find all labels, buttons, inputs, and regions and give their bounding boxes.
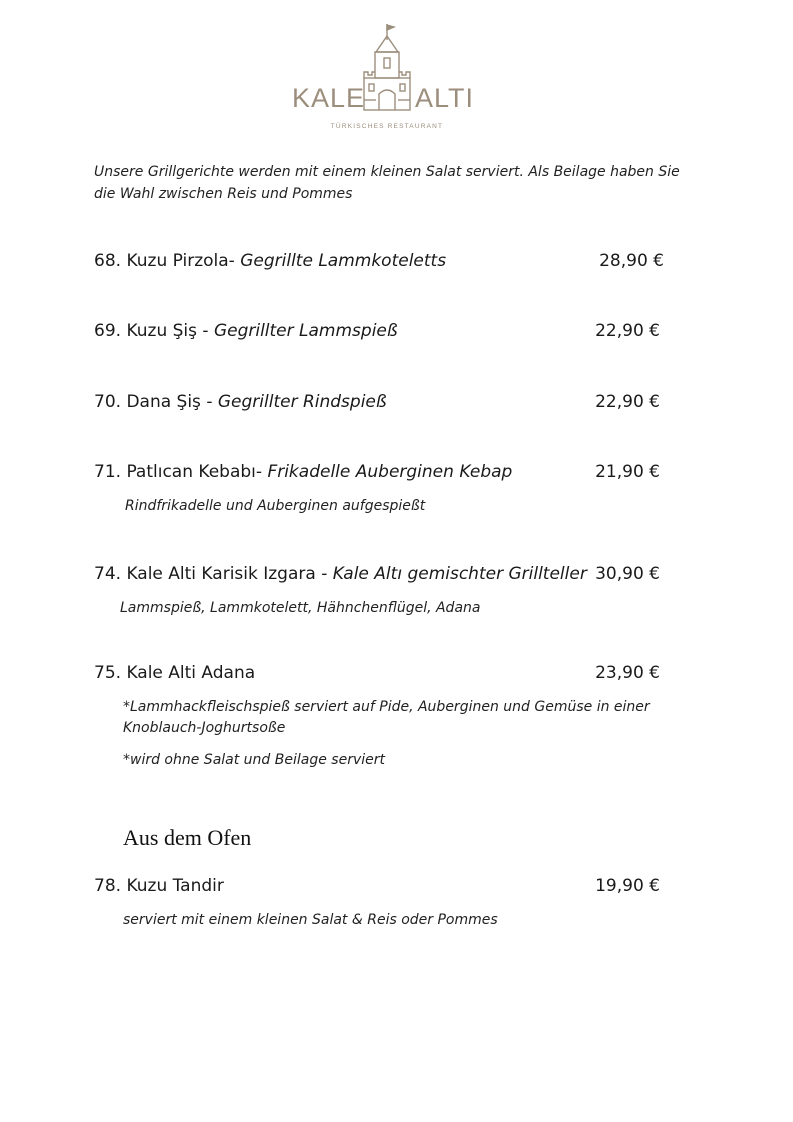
item-name: 69. Kuzu Şiş - Gegrillter Lammspieß xyxy=(94,321,398,341)
castle-logo-icon xyxy=(290,22,484,134)
intro-text: Unsere Grillgerichte werden mit einem kleinen Salat serviert. Als Beilage haben Sie die Wahl zwischen Reis und Pommes xyxy=(94,164,680,202)
menu-item-78 xyxy=(94,874,694,898)
item-name: 70. Dana Şiş - Gegrillter Rindspieß xyxy=(94,392,387,412)
restaurant-logo xyxy=(290,22,484,134)
item-price: 22,90 € xyxy=(595,392,660,412)
section-title: Aus dem Ofen xyxy=(123,825,252,850)
logo-wordmark-left: KALE xyxy=(292,83,366,113)
menu-item-74 xyxy=(94,562,694,586)
item-name: 74. Kale Alti Karisik Izgara - Kale Altı gemischter Grillteller xyxy=(94,564,587,584)
logo-tagline: TÜRKISCHES RESTAURANT xyxy=(330,123,444,130)
item-price: 23,90 € xyxy=(595,663,660,683)
item-name: 71. Patlıcan Kebabı- Frikadelle Auberginen Kebap xyxy=(94,462,513,482)
item-description: serviert mit einem kleinen Salat & Reis oder Pommes xyxy=(123,912,498,928)
item-price: 22,90 € xyxy=(595,321,660,341)
menu-item-71 xyxy=(94,460,694,484)
item-description-line-1: *Lammhackfleischspieß serviert auf Pide, Auberginen und Gemüse in einer xyxy=(123,699,650,715)
item-price: 21,90 € xyxy=(595,462,660,482)
item-description-line-2: Knoblauch-Joghurtsoße xyxy=(123,720,286,736)
item-name: 75. Kale Alti Adana xyxy=(94,663,256,683)
item-name: 78. Kuzu Tandir xyxy=(94,876,224,896)
logo-wordmark-right: ALTI xyxy=(415,83,475,113)
item-price: 30,90 € xyxy=(595,564,660,584)
item-note: *wird ohne Salat und Beilage serviert xyxy=(123,752,385,768)
item-price: 19,90 € xyxy=(595,876,660,896)
item-description: Rindfrikadelle und Auberginen aufgespießt xyxy=(125,498,426,514)
item-description: Lammspieß, Lammkotelett, Hähnchenflügel, Adana xyxy=(120,600,481,616)
item-name: 68. Kuzu Pirzola- Gegrillte Lammkoteletts xyxy=(94,251,447,271)
menu-item-69 xyxy=(94,319,694,343)
item-price: 28,90 € xyxy=(599,251,664,271)
menu-item-68 xyxy=(94,249,694,273)
menu-item-70 xyxy=(94,390,694,414)
menu-item-75 xyxy=(94,661,694,685)
